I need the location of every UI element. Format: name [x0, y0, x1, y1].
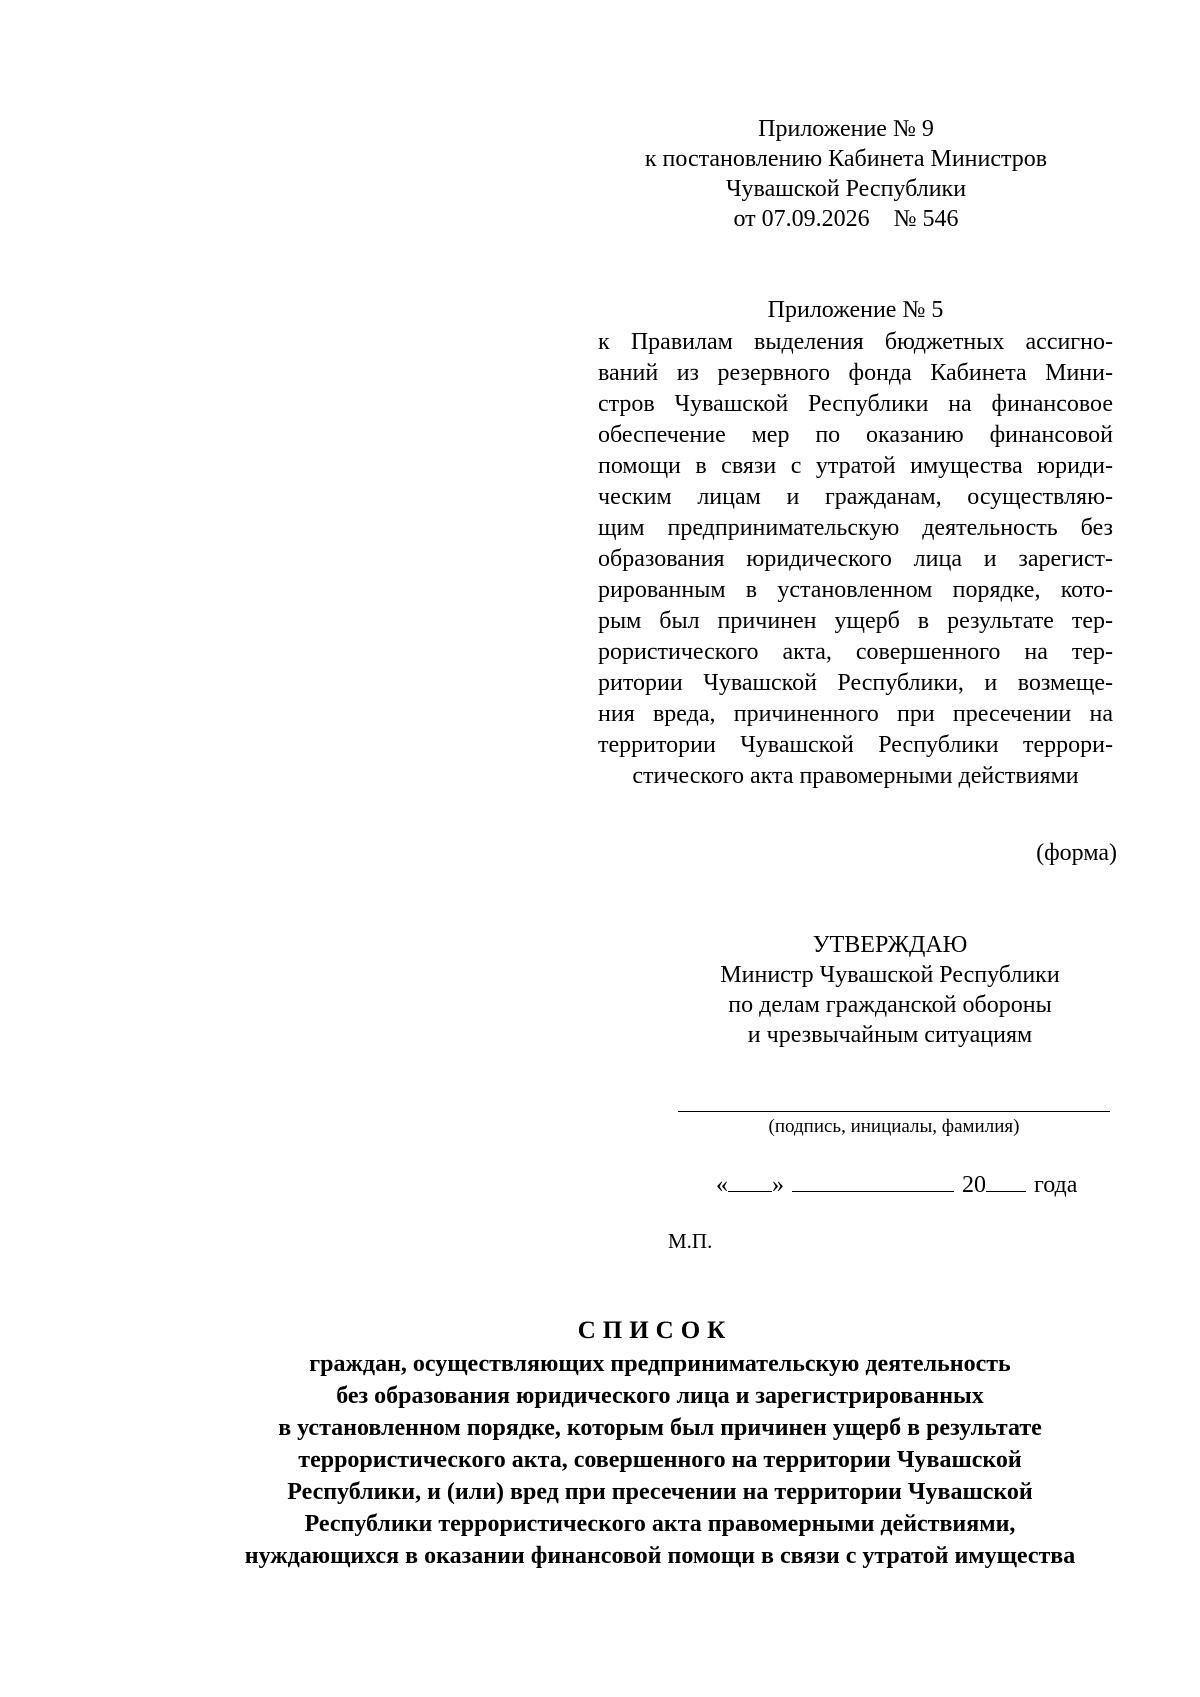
date-close-quote: »	[772, 1172, 784, 1198]
approval-line: Министр Чувашской Республики	[720, 962, 1060, 988]
annex-5-line: ния вреда, причиненного при пресечении на	[598, 701, 1113, 727]
annex-5-line: рористического акта, совершенного на тер-	[598, 639, 1113, 665]
annex-5-line: образования юридического лица и зарегист-	[598, 546, 1113, 572]
annex-5-line: ритории Чувашской Республики, и возмеще-	[598, 670, 1113, 696]
list-subtitle-line: без образования юридического лица и зарегистрированных	[336, 1383, 984, 1409]
annex-5-heading: Приложение № 5	[767, 297, 944, 323]
annex-5-line: стического акта правомерными действиями	[632, 763, 1079, 789]
annex-5-line: рированным в установленном порядке, кото-	[598, 577, 1113, 603]
year-prefix: 20	[962, 1172, 986, 1198]
date-open-quote: «	[716, 1172, 728, 1198]
list-subtitle-line: Республики, и (или) вред при пресечении на территории Чувашской	[287, 1479, 1033, 1505]
list-title: СПИСОК	[577, 1317, 733, 1344]
annex-5-header	[598, 295, 1113, 792]
approval-line: УТВЕРЖДАЮ	[812, 932, 968, 958]
annex-5-line: к Правилам выделения бюджетных ассигно-	[598, 329, 1113, 355]
approval-line: и чрезвычайным ситуациям	[747, 1022, 1033, 1048]
approval-block	[660, 930, 1120, 1050]
annex-5-line: обеспечение мер по оказанию финансовой	[598, 422, 1113, 448]
annex-5-line: помощи в связи с утратой имущества юриди-	[598, 453, 1113, 479]
year-suffix: года	[1034, 1172, 1078, 1198]
annex-5-line: ческим лицам и гражданам, осуществляю-	[598, 484, 1113, 510]
annex-5-line: территории Чувашской Республики террори-	[598, 732, 1113, 758]
year-blank	[986, 1171, 1026, 1192]
month-blank	[792, 1171, 954, 1192]
annex-9-line: Чувашской Республики	[725, 176, 967, 202]
annex-9-line: Приложение № 9	[758, 116, 934, 142]
list-subtitle-line: террористического акта, совершенного на территории Чувашской	[298, 1447, 1022, 1473]
annex-5-line: щим предпринимательскую деятельность без	[598, 515, 1113, 541]
seal-placeholder: М.П.	[668, 1229, 713, 1253]
annex-5-line: ваний из резервного фонда Кабинета Мини-	[598, 360, 1113, 386]
form-label: (форма)	[1036, 840, 1117, 866]
annex-5-line: стров Чувашской Республики на финансовое	[598, 391, 1113, 417]
annex-9-line: к постановлению Кабинета Министров	[644, 146, 1048, 172]
annex-5-line: рым был причинен ущерб в результате тер-	[598, 608, 1113, 634]
list-subtitle-line: в установленном порядке, которым был причинен ущерб в результате	[278, 1415, 1042, 1441]
approval-date	[716, 1170, 1077, 1200]
signature-caption: (подпись, инициалы, фамилия)	[768, 1116, 1020, 1137]
list-subtitle-line: Республики террористического акта правомерными действиями,	[304, 1511, 1016, 1537]
annex-9-header	[575, 114, 1117, 234]
list-subtitle-line: нуждающихся в оказании финансовой помощи в связи с утратой имущества	[244, 1543, 1076, 1569]
annex-9-line: от 07.09.2026 № 546	[733, 206, 959, 232]
approval-line: по делам гражданской обороны	[728, 992, 1052, 1018]
list-subtitle-line: граждан, осуществляющих предпринимательскую деятельность	[309, 1351, 1011, 1377]
signature-line	[678, 1111, 1110, 1112]
day-blank	[728, 1171, 772, 1192]
list-subtitle	[160, 1348, 1160, 1572]
